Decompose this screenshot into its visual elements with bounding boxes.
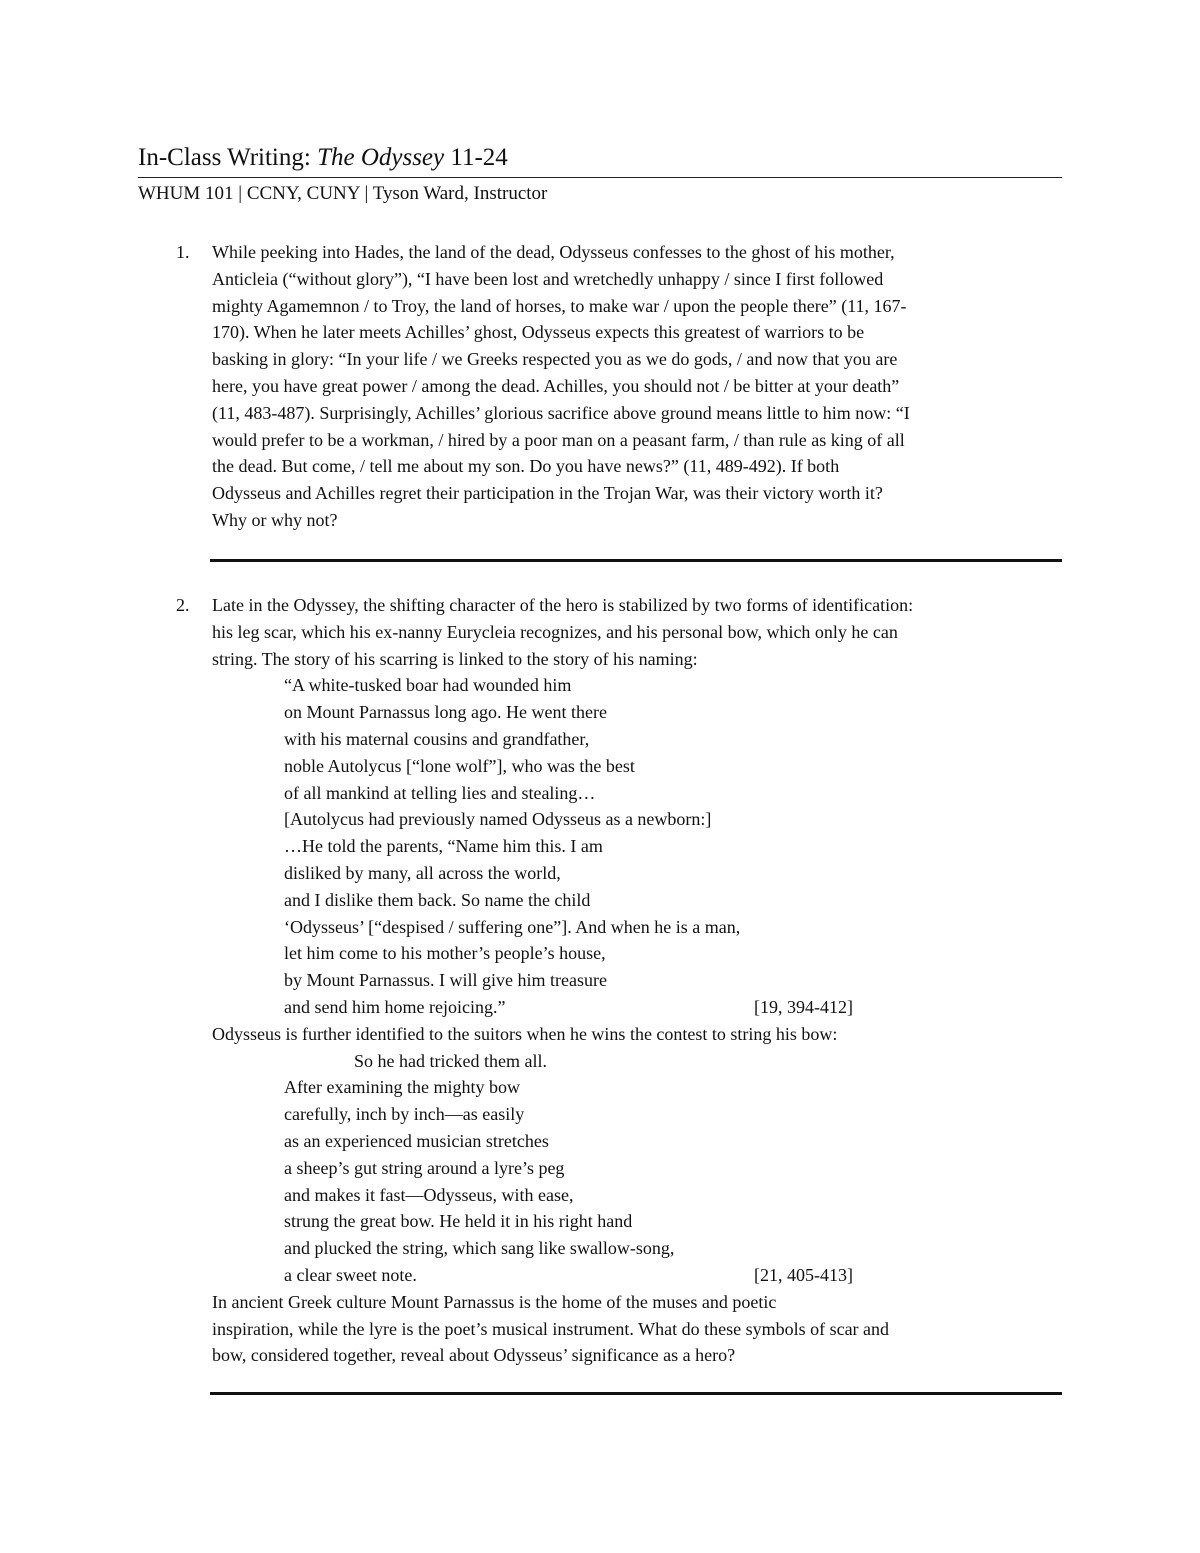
- poem-line: on Mount Parnassus long ago. He went there: [284, 702, 607, 723]
- poem-line-last: [212, 1262, 1062, 1289]
- poem-line: with his maternal cousins and grandfather,: [284, 728, 590, 749]
- answer-line-2: [210, 1392, 1062, 1395]
- prompt-line: the dead. But come, / tell me about my son. Do you have news?” (11, 489-492). If both: [212, 456, 840, 477]
- line-citation: [19, 394-412]: [754, 996, 853, 1017]
- course-subtitle: WHUM 101 | CCNY, CUNY | Tyson Ward, Instructor: [138, 183, 548, 204]
- poem-line: So he had tricked them all.: [354, 1050, 547, 1071]
- poem-line: ‘Odysseus’ [“despised / suffering one”]. And when he is a man,: [284, 916, 741, 937]
- poem-line: carefully, inch by inch—as easily: [284, 1104, 525, 1125]
- title-prefix: In-Class Writing:: [138, 144, 318, 171]
- title-work: The Odyssey: [317, 144, 445, 171]
- poem-line: strung the great bow. He held it in his right hand: [284, 1211, 633, 1232]
- poem-line: as an experienced musician stretches: [284, 1130, 549, 1151]
- quoted-passage-scar: [212, 672, 1062, 1020]
- quoted-passage-bow: [212, 1048, 1062, 1289]
- poem-line: and plucked the string, which sang like swallow-song,: [284, 1238, 675, 1259]
- prompt-line: his leg scar, which his ex-nanny Eurycleia recognizes, and his personal bow, which only he can: [212, 621, 898, 642]
- poem-line: and I dislike them back. So name the child: [284, 889, 591, 910]
- prompt-line: Odysseus is further identified to the suitors when he wins the contest to string his bow:: [212, 1023, 838, 1044]
- prompt-line: here, you have great power / among the dead. Achilles, you should not / be bitter at your death”: [212, 375, 900, 396]
- prompt-line: Why or why not?: [212, 509, 338, 530]
- prompt-line: would prefer to be a workman, / hired by a poor man on a peasant farm, / than rule as king of all: [212, 429, 905, 450]
- poem-line: disliked by many, all across the world,: [284, 862, 561, 883]
- poem-line: by Mount Parnassus. I will give him treasure: [284, 970, 607, 991]
- poem-line: …He told the parents, “Name him this. I am: [284, 836, 603, 857]
- answer-line-1: [210, 559, 1062, 562]
- prompt-line: In ancient Greek culture Mount Parnassus is the home of the muses and poetic: [212, 1291, 777, 1312]
- prompt-line: mighty Agamemnon / to Troy, the land of horses, to make war / upon the people there” (11, 167-: [212, 295, 907, 316]
- prompt-line: Odysseus and Achilles regret their participation in the Trojan War, was their victory worth it?: [212, 483, 883, 504]
- page-title: [138, 142, 508, 174]
- poem-line: let him come to his mother’s people’s house,: [284, 943, 606, 964]
- question-1-text: [212, 239, 1062, 534]
- poem-line: a clear sweet note.: [284, 1264, 417, 1285]
- prompt-line: inspiration, while the lyre is the poet’s musical instrument. What do these symbols of scar and: [212, 1318, 890, 1339]
- prompt-line: While peeking into Hades, the land of the dead, Odysseus confesses to the ghost of his mother,: [212, 242, 895, 262]
- prompt-line: (11, 483-487). Surprisingly, Achilles’ glorious sacrifice above ground means little to him now: “I: [212, 402, 910, 423]
- poem-line: a sheep’s gut string around a lyre’s peg: [284, 1157, 565, 1178]
- prompt-line: bow, considered together, reveal about Odysseus’ significance as a hero?: [212, 1345, 736, 1366]
- title-suffix: 11-24: [444, 144, 508, 171]
- poem-line: [Autolycus had previously named Odysseus as a newborn:]: [284, 809, 712, 830]
- poem-line: “A white-tusked boar had wounded him: [284, 675, 572, 696]
- poem-line: noble Autolycus [“lone wolf”], who was the best: [284, 755, 635, 776]
- prompt-line: string. The story of his scarring is linked to the story of his naming:: [212, 648, 698, 669]
- prompt-line: 170). When he later meets Achilles’ ghost, Odysseus expects this greatest of warriors to be: [212, 322, 865, 343]
- prompt-line: Late in the Odyssey, the shifting character of the hero is stabilized by two forms of identification:: [212, 595, 914, 615]
- question-number: 1.: [176, 242, 190, 262]
- poem-line: and send him home rejoicing.”: [284, 996, 506, 1017]
- poem-line: After examining the mighty bow: [284, 1077, 520, 1098]
- poem-line-last: [212, 994, 1062, 1021]
- question-number: 2.: [176, 595, 190, 615]
- prompt-line: Anticleia (“without glory”), “I have been lost and wretchedly unhappy / since I first followed: [212, 268, 884, 289]
- prompt-line: basking in glory: “In your life / we Greeks respected you as we do gods, / and now that you are: [212, 349, 898, 370]
- title-divider: [138, 177, 1062, 178]
- poem-line: of all mankind at telling lies and stealing…: [284, 782, 596, 803]
- poem-line: and makes it fast—Odysseus, with ease,: [284, 1184, 574, 1205]
- question-2-text: [212, 592, 1062, 1369]
- line-citation: [21, 405-413]: [754, 1264, 853, 1285]
